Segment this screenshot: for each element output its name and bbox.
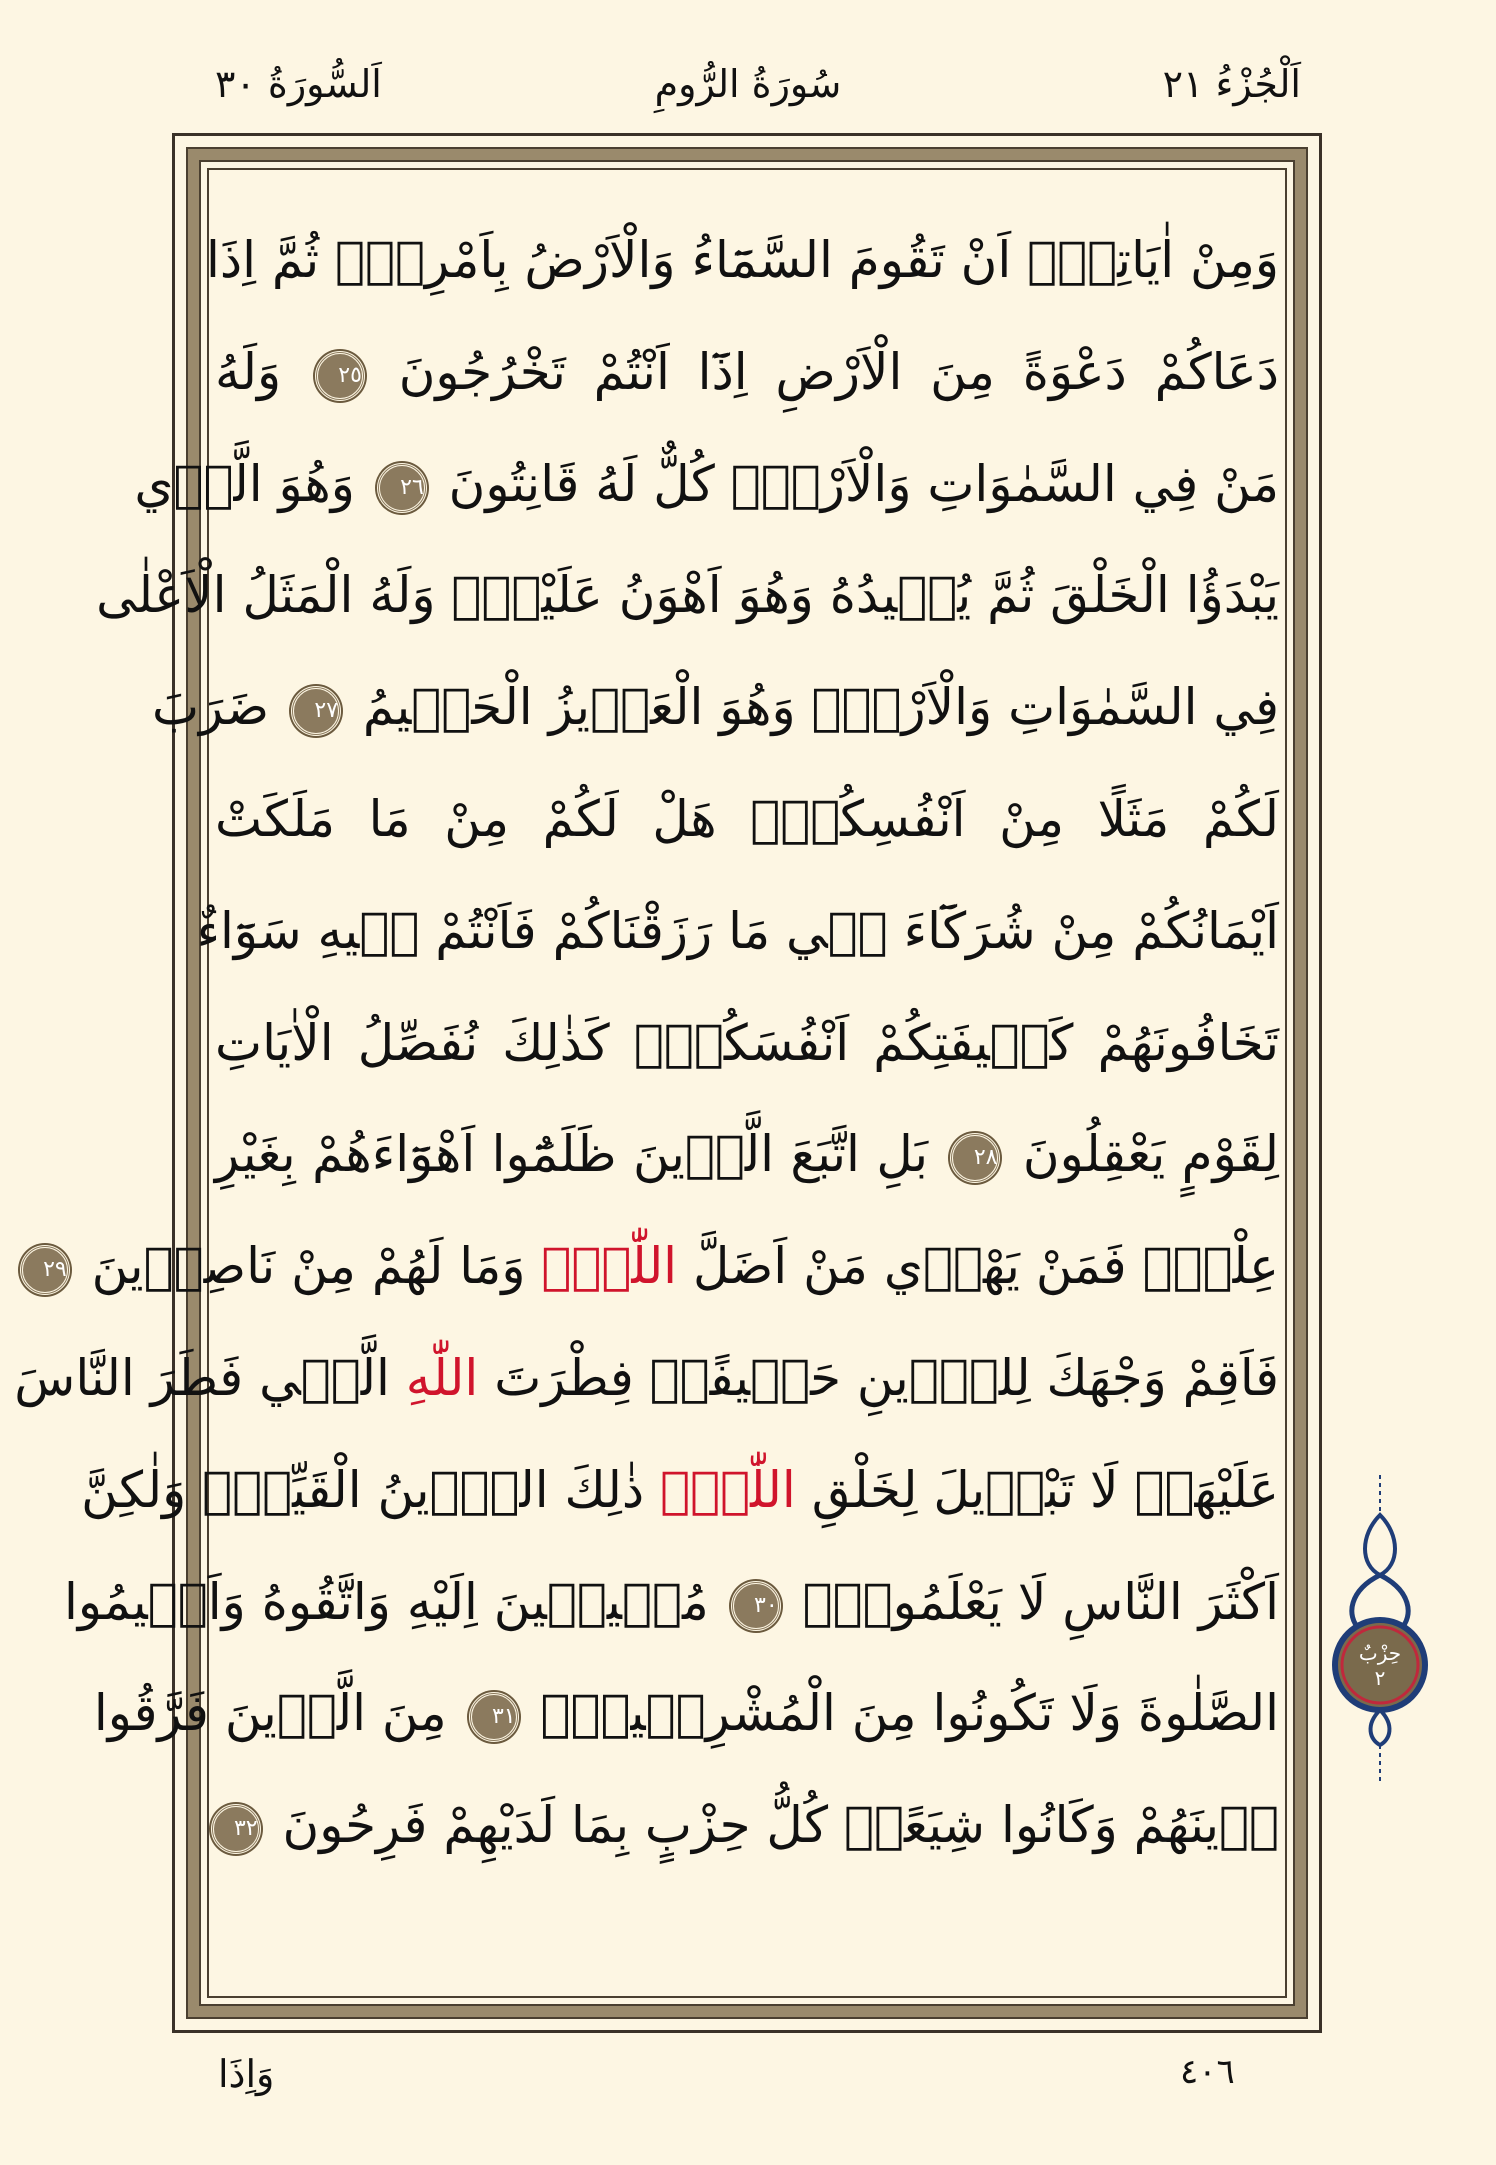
verse-text-segment: وَمِنْ اٰيَاتِهٖٓ اَنْ تَقُومَ السَّمَٓاءُ وَالْاَرْضُ بِاَمْرِهٖۜ ثُمَّ اِذَا (205, 231, 1279, 289)
verse-text-segment: دَعَاكُمْ دَعْوَةً مِنَ الْاَرْضِ اِذَٓا اَنْتُمْ تَخْرُجُونَ (398, 342, 1279, 401)
hizb-bottom-ornament (1371, 1710, 1390, 1745)
verse-text-segment: ضَرَبَ (151, 678, 270, 737)
page-number: ٤٠٦ (1180, 2052, 1235, 2092)
verse-text-segment: وَلَهُ (215, 342, 282, 401)
ayah-number-marker: ٣٢ (211, 1804, 261, 1854)
verse-text-segment: فَاَقِمْ وَجْهَكَ لِلدّ۪ينِ حَن۪يفًاۜ فِطْرَتَ (494, 1348, 1279, 1407)
hizb-top-ornament (1365, 1515, 1395, 1575)
verse-line (93, 1658, 1279, 1770)
verse-text-segment: عِلْمٍۚ فَمَنْ يَهْد۪ي مَنْ اَضَلَّ (692, 1237, 1279, 1296)
verse-text-segment: الصَّلٰوةَ وَلَا تَكُونُوا مِنَ الْمُشْرِك۪ينَۙ (540, 1684, 1279, 1743)
verse-line (96, 540, 1279, 652)
verse-line (43, 1211, 1279, 1323)
verse-text-segment: بَلِ اتَّبَعَ الَّذ۪ينَ ظَلَمُٓوا اَهْوَٓاءَهُمْ بِغَيْرِ (215, 1125, 929, 1184)
verse-text-segment: لِقَوْمٍ يَعْقِلُونَ (1022, 1125, 1279, 1184)
verse-text-segment: اَكْثَرَ النَّاسِ لَا يَعْلَمُونَۙ (802, 1572, 1279, 1631)
ayah-number-marker: ٣١ (469, 1692, 519, 1742)
verse-text (14, 205, 1279, 1995)
hizb-number: ٢ (1374, 1666, 1386, 1690)
verse-text-segment: وَمَا لَهُمْ مِنْ نَاصِر۪ينَ (91, 1237, 526, 1296)
verse-line (215, 988, 1279, 1100)
verse-text-segment: لَكُمْ مَثَلًا مِنْ اَنْفُسِكُمْۜ هَلْ لَكُمْ مِنْ مَا مَلَكَتْ (215, 789, 1279, 848)
ayah-number-marker: ٢٦ (377, 463, 427, 513)
verse-line (215, 764, 1279, 876)
verse-text-segment: فِي السَّمٰوَاتِ وَالْاَرْضِۚ وَهُوَ الْعَز۪يزُ الْحَك۪يمُ (362, 678, 1279, 737)
ayah-number-marker: ٢٥ (315, 351, 365, 401)
surah-number: اَلسُّورَةُ ٣٠ (215, 62, 382, 106)
verse-line (215, 1770, 1279, 1882)
ayah-number-marker: ٢٩ (20, 1245, 70, 1295)
verse-text-segment: وَهُوَ الَّذ۪ي (134, 454, 355, 513)
divine-name: اللّٰهِۜ (660, 1460, 796, 1519)
ayah-number-marker: ٣٠ (731, 1581, 781, 1631)
hizb-label: حِزْبٌ (1358, 1641, 1402, 1665)
juz-label: اَلْجُزْءُ ٢١ (1162, 62, 1301, 106)
verse-text-segment: مِنَ الَّذ۪ينَ فَرَّقُوا (93, 1684, 447, 1743)
verse-text-segment: ذٰلِكَ الدّ۪ينُ الْقَيِّمُۙ وَلٰكِنَّ (81, 1460, 645, 1519)
divine-name: اللّٰهِ (405, 1348, 479, 1407)
verse-text-segment: مَنْ فِي السَّمٰوَاتِ وَالْاَرْضِۜ كُلٌّ لَهُ قَانِتُونَ (448, 454, 1279, 513)
verse-line (64, 1547, 1279, 1659)
surah-name: سُورَةُ الرُّومِ (654, 62, 842, 106)
verse-text-segment: اَيْمَانُكُمْ مِنْ شُرَكَٓاءَ ف۪ي مَا رَزَقْنَاكُمْ فَاَنْتُمْ ف۪يهِ سَوَٓاءٌ (196, 901, 1279, 960)
ayah-number-marker: ٢٧ (291, 686, 341, 736)
verse-line (81, 1435, 1279, 1547)
hizb-medallion (1335, 1620, 1425, 1710)
verse-text-segment: د۪ينَهُمْ وَكَانُوا شِيَعًاۜ كُلُّ حِزْبٍ بِمَا لَدَيْهِمْ فَرِحُونَ (282, 1796, 1279, 1855)
verse-text-segment: الَّت۪ي فَطَرَ النَّاسَ (14, 1348, 390, 1407)
ayah-number-marker: ٢٨ (950, 1133, 1000, 1183)
verse-text-segment: تَخَافُونَهُمْ كَخ۪يفَتِكُمْ اَنْفُسَكُمْۜ كَذٰلِكَ نُفَصِّلُ الْاٰيَاتِ (215, 1013, 1279, 1072)
hizb-marker (1330, 1475, 1430, 1785)
verse-line (196, 876, 1279, 988)
verse-text-segment: مُن۪يب۪ينَ اِلَيْهِ وَاتَّقُوهُ وَاَق۪يمُوا (64, 1572, 709, 1631)
catchword: وَاِذَا (218, 2052, 275, 2096)
verse-line (215, 317, 1279, 429)
verse-text-segment: عَلَيْهَاۜ لَا تَبْد۪يلَ لِخَلْقِ (811, 1460, 1279, 1519)
verse-line (215, 1099, 1279, 1211)
divine-name: اللّٰهُۜ (541, 1237, 678, 1296)
verse-text-segment: يَبْدَؤُا الْخَلْقَ ثُمَّ يُع۪يدُهُ وَهُوَ اَهْوَنُ عَلَيْهِۜ وَلَهُ الْمَثَلُ الْاَعْلٰى (96, 566, 1279, 625)
verse-line (14, 1323, 1279, 1435)
page-header (0, 62, 1496, 132)
verse-line (134, 429, 1279, 541)
verse-line (151, 652, 1279, 764)
verse-line (205, 205, 1279, 317)
